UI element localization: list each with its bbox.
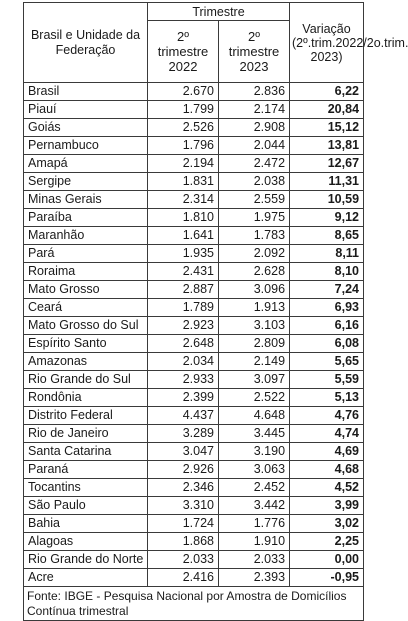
uf-cell: Rio Grande do Norte: [24, 551, 148, 569]
table-row: [24, 425, 364, 443]
table-row: [24, 191, 364, 209]
table-row: [24, 479, 364, 497]
uf-cell: São Paulo: [24, 497, 148, 515]
q2-2023-cell: 3.103: [219, 317, 290, 335]
uf-cell: Rondônia: [24, 389, 148, 407]
table-row: [24, 353, 364, 371]
q2-2022-cell: 2.431: [148, 263, 219, 281]
variacao-cell: 5,65: [290, 353, 364, 371]
variacao-cell: 4,52: [290, 479, 364, 497]
table-row: [24, 245, 364, 263]
q2-2023-cell: 2.908: [219, 119, 290, 137]
table-row: [24, 443, 364, 461]
table-row: [24, 389, 364, 407]
uf-cell: Tocantins: [24, 479, 148, 497]
table-row: [24, 299, 364, 317]
q2-2022-cell: 1.868: [148, 533, 219, 551]
table-row: [24, 407, 364, 425]
uf-cell: Minas Gerais: [24, 191, 148, 209]
q2-2023-cell: 2.452: [219, 479, 290, 497]
income-table: [23, 2, 408, 621]
variacao-cell: 6,16: [290, 317, 364, 335]
q2-2023-cell: 1.910: [219, 533, 290, 551]
uf-cell: Ceará: [24, 299, 148, 317]
q2-2023-cell: 2.472: [219, 155, 290, 173]
q2-2023-cell: 2.092: [219, 245, 290, 263]
uf-cell: Pará: [24, 245, 148, 263]
uf-cell: Espírito Santo: [24, 335, 148, 353]
uf-cell: Piauí: [24, 101, 148, 119]
table-row: [24, 461, 364, 479]
q2-2022-cell: 1.935: [148, 245, 219, 263]
q2-2022-cell: 2.670: [148, 83, 219, 101]
q2-2023-cell: 3.096: [219, 281, 290, 299]
q2-2023-cell: 2.393: [219, 569, 290, 587]
q2-2022-cell: 1.810: [148, 209, 219, 227]
variacao-cell: 4,76: [290, 407, 364, 425]
table-row: [24, 101, 364, 119]
variacao-cell: 13,81: [290, 137, 364, 155]
q2-2022-cell: 1.799: [148, 101, 219, 119]
q2-2023-cell: 2.174: [219, 101, 290, 119]
table-row: [24, 209, 364, 227]
q2-2022-cell: 3.310: [148, 497, 219, 515]
table-row: [24, 569, 364, 587]
uf-cell: Santa Catarina: [24, 443, 148, 461]
variacao-cell: 6,93: [290, 299, 364, 317]
q2-2022-cell: 2.933: [148, 371, 219, 389]
uf-cell: Paraíba: [24, 209, 148, 227]
q2-2023-cell: 3.442: [219, 497, 290, 515]
q2-2023-cell: 1.975: [219, 209, 290, 227]
uf-cell: Rio de Janeiro: [24, 425, 148, 443]
variacao-cell: 5,59: [290, 371, 364, 389]
table-row: [24, 83, 364, 101]
q2-2022-cell: 4.437: [148, 407, 219, 425]
column-header-q2-2022: 2º trimestre 2022: [148, 21, 219, 83]
q2-2023-cell: 2.149: [219, 353, 290, 371]
variacao-cell: 12,67: [290, 155, 364, 173]
variacao-cell: 6,22: [290, 83, 364, 101]
uf-cell: Mato Grosso: [24, 281, 148, 299]
variacao-cell: 9,12: [290, 209, 364, 227]
q2-2022-cell: 2.034: [148, 353, 219, 371]
variacao-cell: 10,59: [290, 191, 364, 209]
uf-cell: Paraná: [24, 461, 148, 479]
column-header-q2-2023: 2º trimestre 2023: [219, 21, 290, 83]
uf-cell: Brasil: [24, 83, 148, 101]
table-row: [24, 497, 364, 515]
q2-2022-cell: 3.047: [148, 443, 219, 461]
q2-2023-cell: 1.776: [219, 515, 290, 533]
variacao-cell: -0,95: [290, 569, 364, 587]
q2-2022-cell: 1.641: [148, 227, 219, 245]
variacao-cell: 8,65: [290, 227, 364, 245]
table-row: [24, 137, 364, 155]
q2-2022-cell: 1.796: [148, 137, 219, 155]
column-header-variacao: Variação (2º.trim.2022/2o.trim. 2023): [290, 3, 364, 83]
source-note: Fonte: IBGE - Pesquisa Nacional por Amostra de Domicílios Contínua trimestral: [24, 587, 364, 621]
q2-2022-cell: 2.887: [148, 281, 219, 299]
variacao-cell: 2,25: [290, 533, 364, 551]
q2-2022-cell: 2.648: [148, 335, 219, 353]
table-row: [24, 335, 364, 353]
uf-cell: Sergipe: [24, 173, 148, 191]
variacao-cell: 4,68: [290, 461, 364, 479]
uf-cell: Maranhão: [24, 227, 148, 245]
q2-2022-cell: 2.926: [148, 461, 219, 479]
q2-2023-cell: 2.522: [219, 389, 290, 407]
table-row: [24, 173, 364, 191]
q2-2022-cell: 2.314: [148, 191, 219, 209]
column-header-trimestre: Trimestre: [148, 3, 290, 21]
q2-2022-cell: 2.033: [148, 551, 219, 569]
variacao-cell: 6,08: [290, 335, 364, 353]
table-row: [24, 551, 364, 569]
q2-2023-cell: 4.648: [219, 407, 290, 425]
variacao-cell: 7,24: [290, 281, 364, 299]
column-header-uf: Brasil e Unidade da Federação: [24, 3, 148, 83]
q2-2022-cell: 2.923: [148, 317, 219, 335]
q2-2022-cell: 2.194: [148, 155, 219, 173]
uf-cell: Acre: [24, 569, 148, 587]
q2-2022-cell: 1.789: [148, 299, 219, 317]
q2-2022-cell: 2.346: [148, 479, 219, 497]
table-row: [24, 263, 364, 281]
q2-2023-cell: 1.783: [219, 227, 290, 245]
variacao-cell: 4,69: [290, 443, 364, 461]
table-body: [24, 83, 364, 587]
uf-cell: Rio Grande do Sul: [24, 371, 148, 389]
q2-2023-cell: 3.445: [219, 425, 290, 443]
variacao-cell: 8,11: [290, 245, 364, 263]
uf-cell: Amazonas: [24, 353, 148, 371]
q2-2022-cell: 3.289: [148, 425, 219, 443]
q2-2023-cell: 2.038: [219, 173, 290, 191]
uf-cell: Mato Grosso do Sul: [24, 317, 148, 335]
q2-2023-cell: 3.063: [219, 461, 290, 479]
q2-2023-cell: 3.190: [219, 443, 290, 461]
uf-cell: Roraima: [24, 263, 148, 281]
q2-2023-cell: 2.559: [219, 191, 290, 209]
uf-cell: Goiás: [24, 119, 148, 137]
q2-2022-cell: 1.831: [148, 173, 219, 191]
table-row: [24, 281, 364, 299]
q2-2023-cell: 2.033: [219, 551, 290, 569]
variacao-cell: 5,13: [290, 389, 364, 407]
uf-cell: Pernambuco: [24, 137, 148, 155]
uf-cell: Amapá: [24, 155, 148, 173]
variacao-cell: 8,10: [290, 263, 364, 281]
variacao-cell: 3,99: [290, 497, 364, 515]
uf-cell: Distrito Federal: [24, 407, 148, 425]
q2-2022-cell: 2.399: [148, 389, 219, 407]
table-row: [24, 317, 364, 335]
q2-2022-cell: 2.416: [148, 569, 219, 587]
variacao-cell: 15,12: [290, 119, 364, 137]
q2-2023-cell: 3.097: [219, 371, 290, 389]
q2-2023-cell: 2.044: [219, 137, 290, 155]
variacao-cell: 4,74: [290, 425, 364, 443]
q2-2023-cell: 1.913: [219, 299, 290, 317]
table-row: [24, 533, 364, 551]
table-container: [23, 2, 408, 621]
variacao-cell: 0,00: [290, 551, 364, 569]
table-row: [24, 227, 364, 245]
table-row: [24, 371, 364, 389]
table-row: [24, 119, 364, 137]
q2-2023-cell: 2.809: [219, 335, 290, 353]
q2-2023-cell: 2.628: [219, 263, 290, 281]
table-row: [24, 155, 364, 173]
variacao-cell: 11,31: [290, 173, 364, 191]
q2-2022-cell: 2.526: [148, 119, 219, 137]
variacao-cell: 20,84: [290, 101, 364, 119]
uf-cell: Bahia: [24, 515, 148, 533]
table-row: [24, 515, 364, 533]
variacao-cell: 3,02: [290, 515, 364, 533]
q2-2023-cell: 2.836: [219, 83, 290, 101]
uf-cell: Alagoas: [24, 533, 148, 551]
q2-2022-cell: 1.724: [148, 515, 219, 533]
